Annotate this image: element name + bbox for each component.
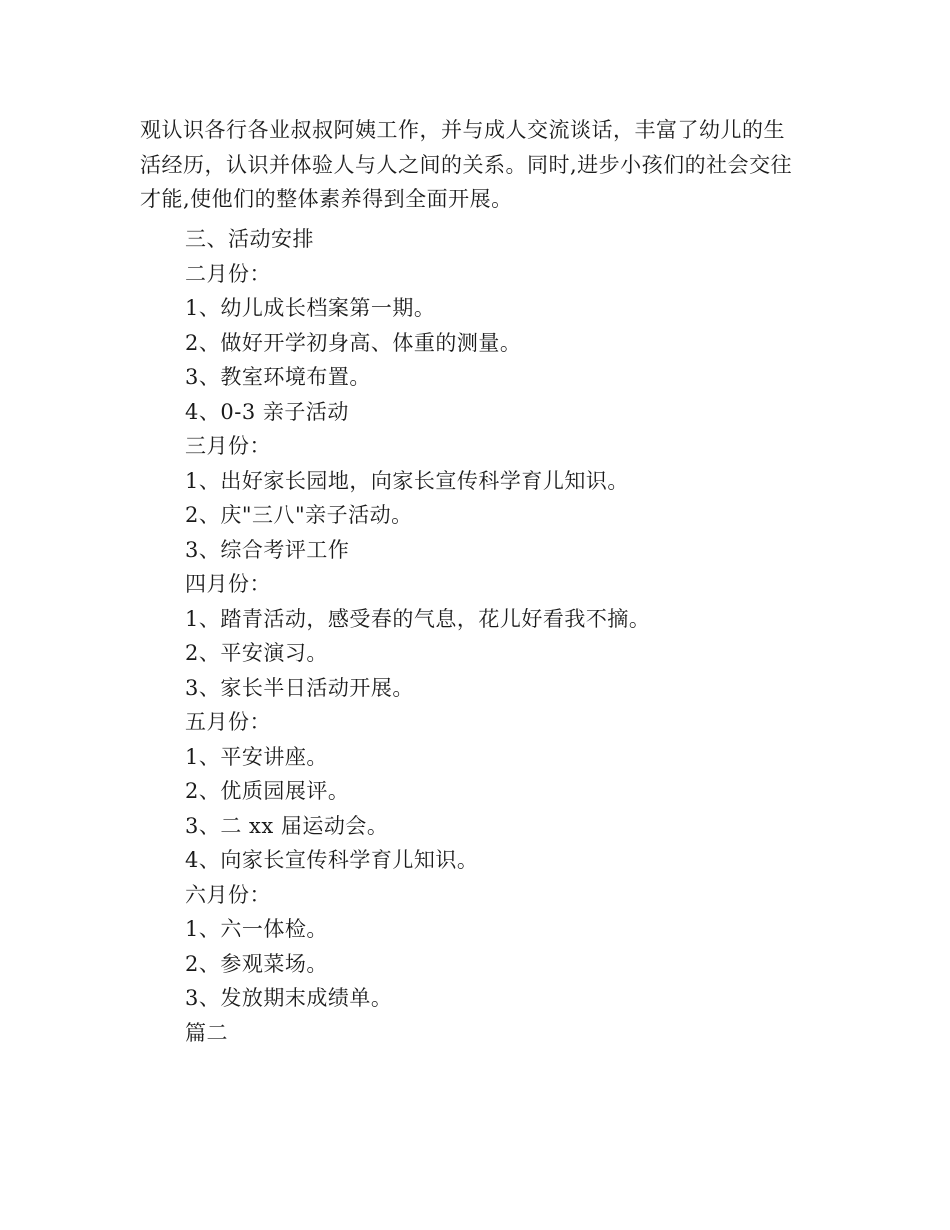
month-heading: 二月份： <box>185 261 271 286</box>
list-item: 2、做好开学初身高、体重的测量。 <box>185 330 522 355</box>
intro-line: 活经历，认识并体验人与人之间的关系。同时,进步小孩们的社会交往 <box>140 152 793 177</box>
list-item: 3、二 xx 届运动会。 <box>185 813 389 838</box>
month-heading: 三月份： <box>185 434 271 458</box>
list-item: 4、向家长宣传科学育儿知识。 <box>185 848 479 872</box>
section-heading: 三、活动安排 <box>185 227 314 251</box>
month-heading: 六月份： <box>185 882 271 907</box>
list-item: 2、平安演习。 <box>185 641 328 665</box>
intro-line: 才能,使他们的整体素养得到全面开展。 <box>140 187 513 211</box>
list-item: 1、平安讲座。 <box>185 744 328 769</box>
month-heading: 五月份： <box>185 710 271 734</box>
list-item: 3、发放期末成绩单。 <box>185 986 393 1010</box>
intro-line: 观认识各行各业叔叔阿姨工作，并与成人交流谈话，丰富了幼儿的生 <box>140 118 785 142</box>
section-heading: 篇二 <box>185 1020 228 1045</box>
month-heading: 四月份： <box>185 572 271 596</box>
list-item: 2、庆"三八"亲子活动。 <box>185 503 413 527</box>
list-item: 3、教室环境布置。 <box>185 365 371 389</box>
list-item: 3、家长半日活动开展。 <box>185 675 414 700</box>
list-item: 2、优质园展评。 <box>185 779 350 803</box>
list-item: 1、踏青活动，感受春的气息，花儿好看我不摘。 <box>185 606 651 631</box>
list-item: 1、幼儿成长档案第一期。 <box>185 296 436 320</box>
intro-paragraph <box>140 113 820 217</box>
list-item: 1、出好家长园地，向家长宣传科学育儿知识。 <box>185 468 629 493</box>
activity-schedule <box>185 222 825 1050</box>
list-item: 2、参观菜场。 <box>185 951 328 976</box>
list-item: 4、0-3 亲子活动 <box>185 399 349 424</box>
list-item: 1、六一体检。 <box>185 917 328 941</box>
list-item: 3、综合考评工作 <box>185 537 350 562</box>
